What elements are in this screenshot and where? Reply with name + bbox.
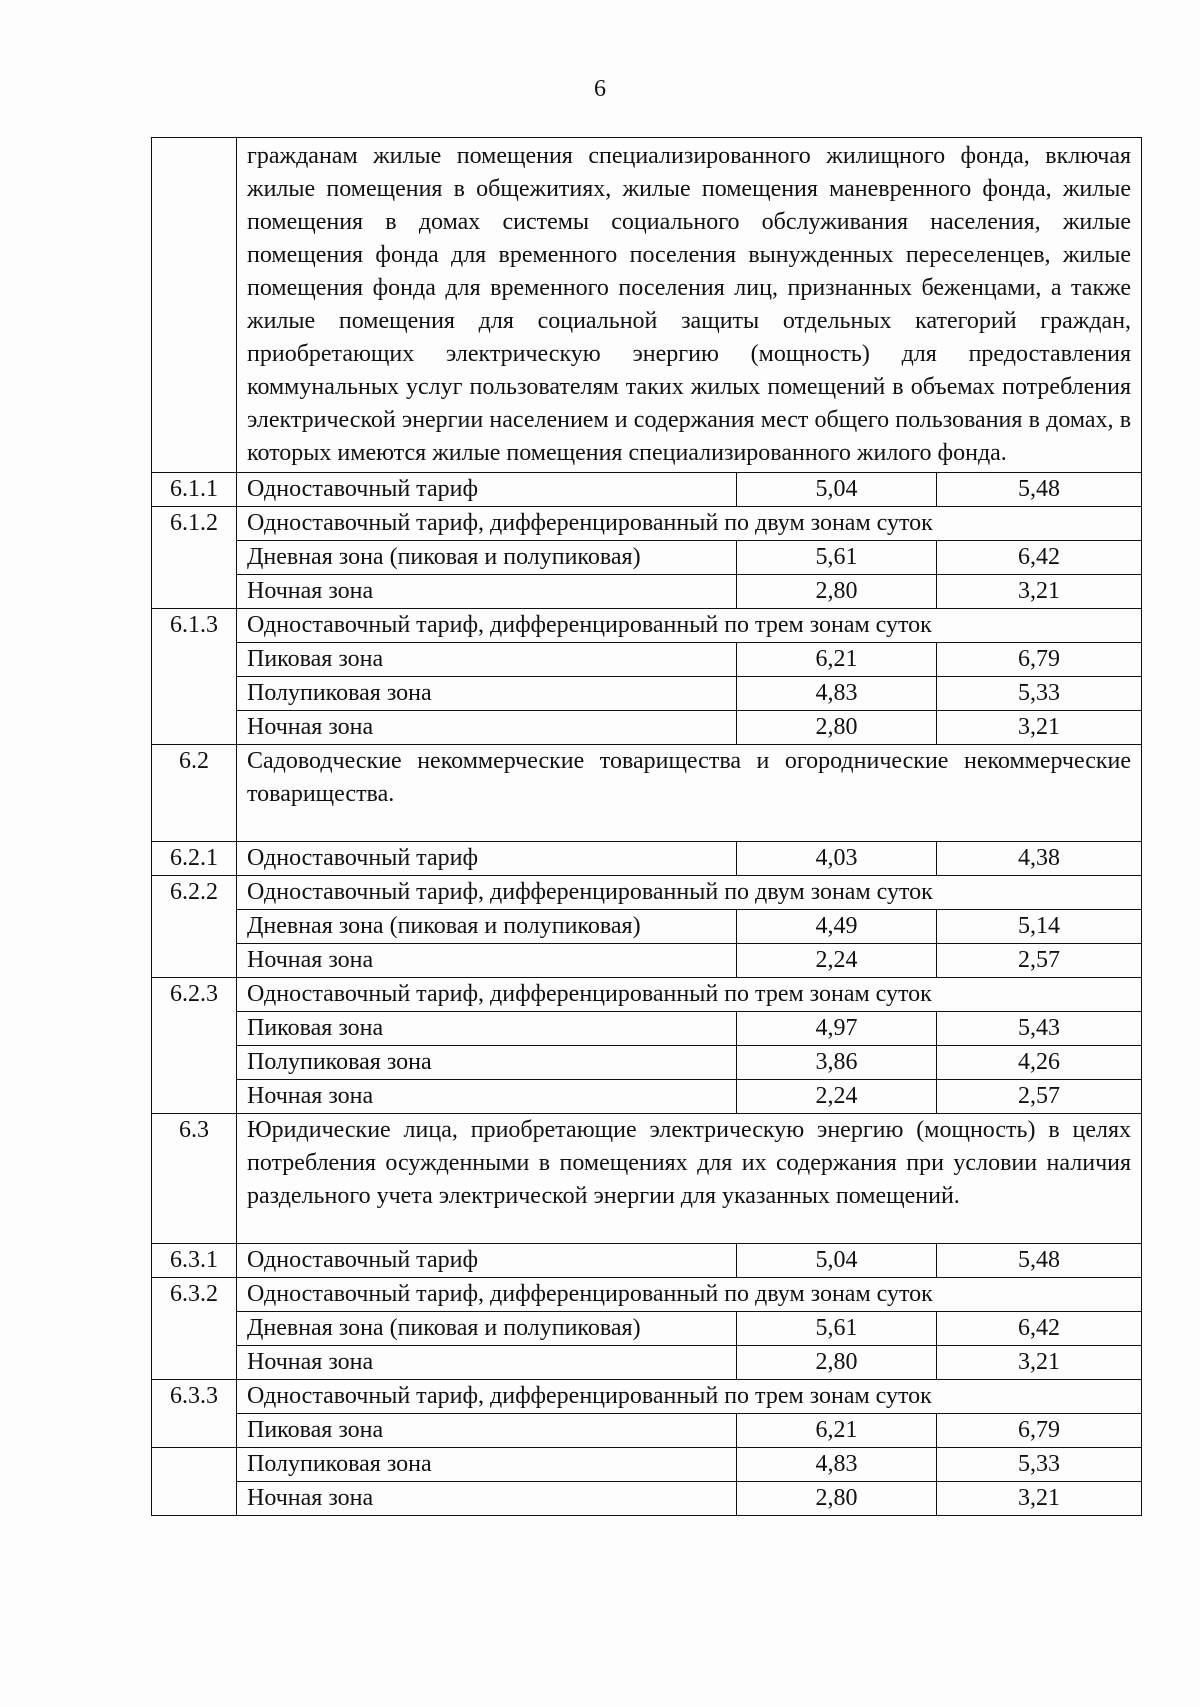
tariff-label: Одноставочный тариф <box>237 842 737 876</box>
table-row <box>152 1080 1142 1114</box>
section-number: 6.2 <box>152 745 237 842</box>
tariff-value-1: 2,24 <box>737 1080 937 1114</box>
tariff-value-2: 6,42 <box>937 541 1142 575</box>
table-row <box>152 541 1142 575</box>
row-number-empty <box>152 541 237 575</box>
zone-label: Ночная зона <box>237 711 737 745</box>
tariff-value-2: 4,26 <box>937 1046 1142 1080</box>
zone-label: Ночная зона <box>237 1080 737 1114</box>
section-text: Садоводческие некоммерческие товарищества и огороднические некоммерческие товарищества. <box>237 745 1142 842</box>
row-number: 6.1.2 <box>152 507 237 541</box>
table-row <box>152 609 1142 643</box>
row-number-empty <box>152 1012 237 1046</box>
row-number: 6.2.1 <box>152 842 237 876</box>
tariff-table <box>151 137 1142 1516</box>
tariff-value-1: 5,04 <box>737 1244 937 1278</box>
tariff-value-1: 4,03 <box>737 842 937 876</box>
tariff-value-1: 2,80 <box>737 711 937 745</box>
row-number-empty <box>152 1346 237 1380</box>
tariff-value-2: 6,42 <box>937 1312 1142 1346</box>
section-number: 6.3 <box>152 1114 237 1244</box>
row-number-empty <box>152 1448 237 1482</box>
zone-label: Дневная зона (пиковая и полупиковая) <box>237 541 737 575</box>
table-row <box>152 842 1142 876</box>
tariff-value-2: 3,21 <box>937 575 1142 609</box>
table-row <box>152 643 1142 677</box>
tariff-value-1: 5,04 <box>737 473 937 507</box>
row-number: 6.3.2 <box>152 1278 237 1312</box>
row-number: 6.1.3 <box>152 609 237 643</box>
zone-label: Дневная зона (пиковая и полупиковая) <box>237 1312 737 1346</box>
tariff-value-1: 4,83 <box>737 677 937 711</box>
zone-label: Ночная зона <box>237 1482 737 1516</box>
tariff-value-1: 3,86 <box>737 1046 937 1080</box>
tariff-value-2: 3,21 <box>937 1346 1142 1380</box>
table-row <box>152 1244 1142 1278</box>
tariff-label: Одноставочный тариф <box>237 473 737 507</box>
tariff-value-1: 6,21 <box>737 643 937 677</box>
tariff-value-2: 4,38 <box>937 842 1142 876</box>
tariff-value-1: 2,80 <box>737 1346 937 1380</box>
table-row <box>152 575 1142 609</box>
section-row <box>152 1114 1142 1244</box>
tariff-value-2: 5,33 <box>937 1448 1142 1482</box>
table-row <box>152 978 1142 1012</box>
tariff-group-label: Одноставочный тариф, дифференцированный по двум зонам суток <box>237 1278 1142 1312</box>
intro-text: гражданам жилые помещения специализированного жилищного фонда, включая жилые помещения в общежитиях, жилые помещения маневренного фонда, жилые помещения в домах системы социального обслуживания населения, жилые помещения фонда для временного поселения вынужденных переселенцев, жилые помещения фонда для временного поселения лиц, признанных беженцами, а также жилые помещения для социальной защиты отдельных категорий граждан, приобретающих электрическую энергию (мощность) для предоставления коммунальных услуг пользователям таких жилых помещений в объемах потребления электрической энергии населением и содержания мест общего пользования в домах, в которых имеются жилые помещения специализированного жилого фонда. <box>237 138 1142 473</box>
row-number-empty <box>152 1046 237 1080</box>
table-row <box>152 910 1142 944</box>
tariff-group-label: Одноставочный тариф, дифференцированный по двум зонам суток <box>237 876 1142 910</box>
table-row <box>152 507 1142 541</box>
table-row <box>152 944 1142 978</box>
tariff-value-2: 5,14 <box>937 910 1142 944</box>
intro-row <box>152 138 1142 473</box>
tariff-group-label: Одноставочный тариф, дифференцированный по трем зонам суток <box>237 978 1142 1012</box>
tariff-value-2: 5,48 <box>937 473 1142 507</box>
tariff-value-1: 4,83 <box>737 1448 937 1482</box>
tariff-value-1: 2,80 <box>737 1482 937 1516</box>
tariff-group-label: Одноставочный тариф, дифференцированный по трем зонам суток <box>237 609 1142 643</box>
table-row <box>152 473 1142 507</box>
row-number-empty <box>152 643 237 677</box>
row-number-empty <box>152 1080 237 1114</box>
table-row <box>152 1482 1142 1516</box>
table-row <box>152 1046 1142 1080</box>
table-row <box>152 1312 1142 1346</box>
zone-label: Ночная зона <box>237 1346 737 1380</box>
table-row <box>152 711 1142 745</box>
table-row <box>152 677 1142 711</box>
tariff-value-2: 5,33 <box>937 677 1142 711</box>
tariff-value-1: 4,49 <box>737 910 937 944</box>
zone-label: Полупиковая зона <box>237 677 737 711</box>
intro-number-cell <box>152 138 237 473</box>
row-number-empty <box>152 677 237 711</box>
table-row <box>152 1278 1142 1312</box>
section-row <box>152 745 1142 842</box>
row-number: 6.2.2 <box>152 876 237 910</box>
tariff-value-1: 6,21 <box>737 1414 937 1448</box>
zone-label: Дневная зона (пиковая и полупиковая) <box>237 910 737 944</box>
tariff-group-label: Одноставочный тариф, дифференцированный по двум зонам суток <box>237 507 1142 541</box>
row-number-empty <box>152 1312 237 1346</box>
row-number-empty <box>152 575 237 609</box>
table-row <box>152 1448 1142 1482</box>
zone-label: Ночная зона <box>237 944 737 978</box>
row-number-empty <box>152 1482 237 1516</box>
tariff-value-2: 2,57 <box>937 1080 1142 1114</box>
zone-label: Пиковая зона <box>237 1414 737 1448</box>
tariff-value-1: 5,61 <box>737 541 937 575</box>
zone-label: Пиковая зона <box>237 1012 737 1046</box>
table-row <box>152 1414 1142 1448</box>
zone-label: Пиковая зона <box>237 643 737 677</box>
tariff-value-2: 5,43 <box>937 1012 1142 1046</box>
tariff-value-2: 6,79 <box>937 1414 1142 1448</box>
row-number: 6.2.3 <box>152 978 237 1012</box>
tariff-value-1: 2,80 <box>737 575 937 609</box>
row-number-empty <box>152 944 237 978</box>
tariff-value-1: 4,97 <box>737 1012 937 1046</box>
row-number-empty <box>152 711 237 745</box>
table-row <box>152 1346 1142 1380</box>
row-number: 6.3.1 <box>152 1244 237 1278</box>
page-number: 6 <box>594 76 606 102</box>
zone-label: Ночная зона <box>237 575 737 609</box>
tariff-value-1: 2,24 <box>737 944 937 978</box>
zone-label: Полупиковая зона <box>237 1046 737 1080</box>
table-row <box>152 1380 1142 1414</box>
zone-label: Полупиковая зона <box>237 1448 737 1482</box>
tariff-label: Одноставочный тариф <box>237 1244 737 1278</box>
tariff-value-2: 6,79 <box>937 643 1142 677</box>
row-number-empty <box>152 910 237 944</box>
table-row <box>152 1012 1142 1046</box>
tariff-value-2: 3,21 <box>937 1482 1142 1516</box>
row-number: 6.3.3 <box>152 1380 237 1414</box>
section-text: Юридические лица, приобретающие электрическую энергию (мощность) в целях потребления осужденными в помещениях для их содержания при условии наличия раздельного учета электрической энергии для указанных помещений. <box>237 1114 1142 1244</box>
tariff-value-2: 5,48 <box>937 1244 1142 1278</box>
row-number: 6.1.1 <box>152 473 237 507</box>
tariff-group-label: Одноставочный тариф, дифференцированный по трем зонам суток <box>237 1380 1142 1414</box>
tariff-value-1: 5,61 <box>737 1312 937 1346</box>
tariff-value-2: 3,21 <box>937 711 1142 745</box>
table-row <box>152 876 1142 910</box>
tariff-value-2: 2,57 <box>937 944 1142 978</box>
row-number-empty <box>152 1414 237 1448</box>
